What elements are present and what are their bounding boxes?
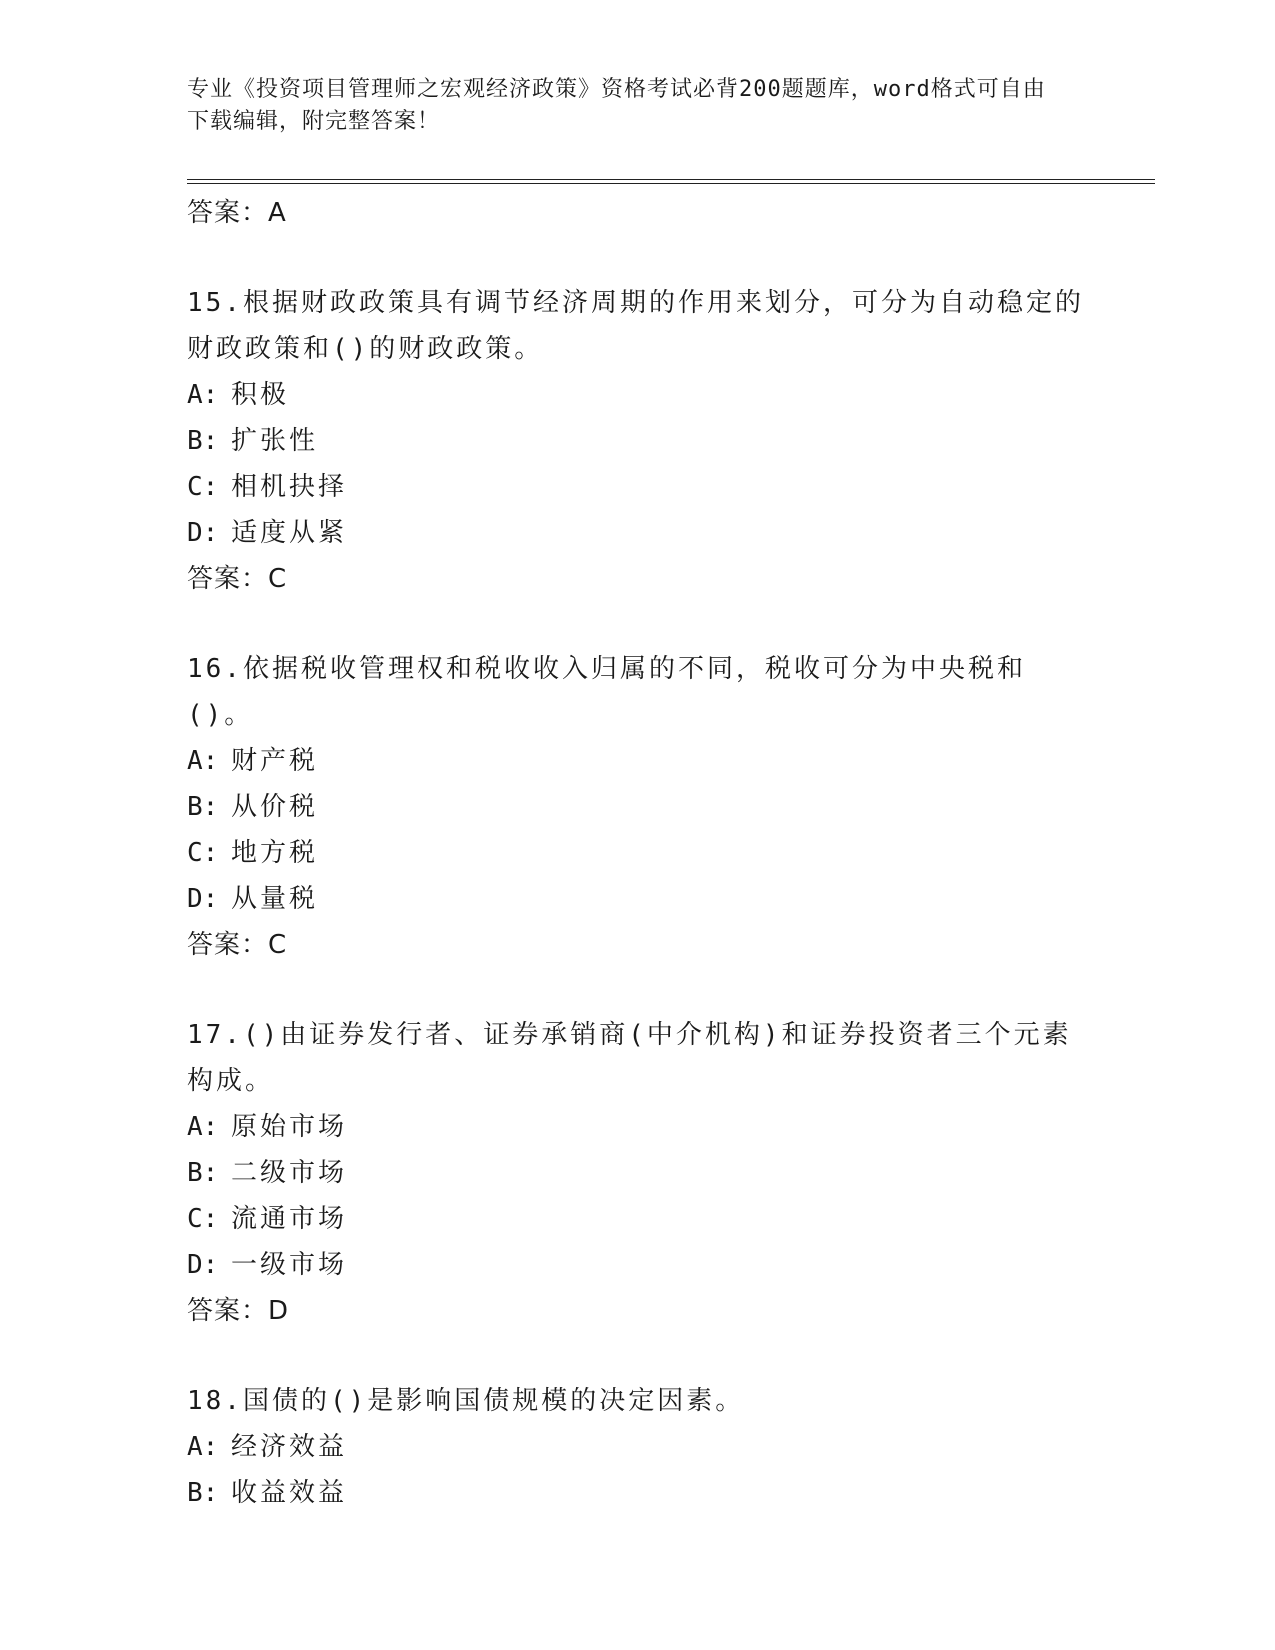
answer-line: 答案：C bbox=[187, 930, 288, 960]
question-stem: 17.()由证券发行者、证券承销商(中介机构)和证券投资者三个元素构成。 bbox=[187, 1020, 1072, 1096]
option-text: 地方税 bbox=[231, 838, 319, 868]
option-a bbox=[187, 372, 1087, 418]
option-text: 积极 bbox=[231, 380, 290, 410]
option-letter: B: bbox=[187, 1158, 219, 1188]
option-d bbox=[187, 876, 1087, 922]
question-15 bbox=[187, 280, 1087, 602]
option-letter: A: bbox=[187, 380, 219, 410]
option-text: 二级市场 bbox=[231, 1158, 348, 1188]
option-d bbox=[187, 510, 1087, 556]
option-letter: B: bbox=[187, 426, 219, 456]
option-text: 流通市场 bbox=[231, 1204, 348, 1234]
question-16 bbox=[187, 646, 1087, 968]
option-a bbox=[187, 1104, 1087, 1150]
option-letter: D: bbox=[187, 518, 219, 548]
question-stem: 15.根据财政政策具有调节经济周期的作用来划分，可分为自动稳定的财政政策和()的财政政策。 bbox=[187, 288, 1084, 364]
option-letter: A: bbox=[187, 1432, 219, 1462]
option-letter: C: bbox=[187, 472, 219, 502]
option-c bbox=[187, 1196, 1087, 1242]
question-stem: 16.依据税收管理权和税收收入归属的不同，税收可分为中央税和()。 bbox=[187, 654, 1026, 730]
option-letter: B: bbox=[187, 1478, 219, 1508]
option-text: 相机抉择 bbox=[231, 472, 348, 502]
option-text: 一级市场 bbox=[231, 1250, 348, 1280]
option-letter: A: bbox=[187, 746, 219, 776]
option-text: 收益效益 bbox=[231, 1478, 348, 1508]
option-b bbox=[187, 1150, 1087, 1196]
option-text: 从价税 bbox=[231, 792, 319, 822]
document-header: 专业《投资项目管理师之宏观经济政策》资格考试必背200题题库，word格式可自由下载编辑，附完整答案！ bbox=[187, 77, 1046, 134]
option-text: 经济效益 bbox=[231, 1432, 348, 1462]
question-stem: 18.国债的()是影响国债规模的决定因素。 bbox=[187, 1386, 745, 1416]
header-divider-top bbox=[187, 179, 1155, 180]
option-letter: C: bbox=[187, 838, 219, 868]
option-letter: C: bbox=[187, 1204, 219, 1234]
option-text: 财产税 bbox=[231, 746, 319, 776]
option-letter: B: bbox=[187, 792, 219, 822]
option-b bbox=[187, 418, 1087, 464]
option-c bbox=[187, 830, 1087, 876]
option-text: 适度从紧 bbox=[231, 518, 348, 548]
option-letter: A: bbox=[187, 1112, 219, 1142]
option-text: 扩张性 bbox=[231, 426, 319, 456]
option-b bbox=[187, 784, 1087, 830]
option-a bbox=[187, 738, 1087, 784]
option-b bbox=[187, 1470, 1087, 1516]
header-divider-bottom bbox=[187, 183, 1155, 184]
option-letter: D: bbox=[187, 884, 219, 914]
question-18 bbox=[187, 1378, 1087, 1516]
option-text: 从量税 bbox=[231, 884, 319, 914]
option-letter: D: bbox=[187, 1250, 219, 1280]
answer-line: 答案：C bbox=[187, 564, 288, 594]
answer-line: 答案：A bbox=[187, 198, 287, 228]
answer-line: 答案：D bbox=[187, 1296, 290, 1326]
question-17 bbox=[187, 1012, 1087, 1334]
option-a bbox=[187, 1424, 1087, 1470]
option-text: 原始市场 bbox=[231, 1112, 348, 1142]
option-d bbox=[187, 1242, 1087, 1288]
question-list bbox=[187, 190, 1087, 1516]
option-c bbox=[187, 464, 1087, 510]
